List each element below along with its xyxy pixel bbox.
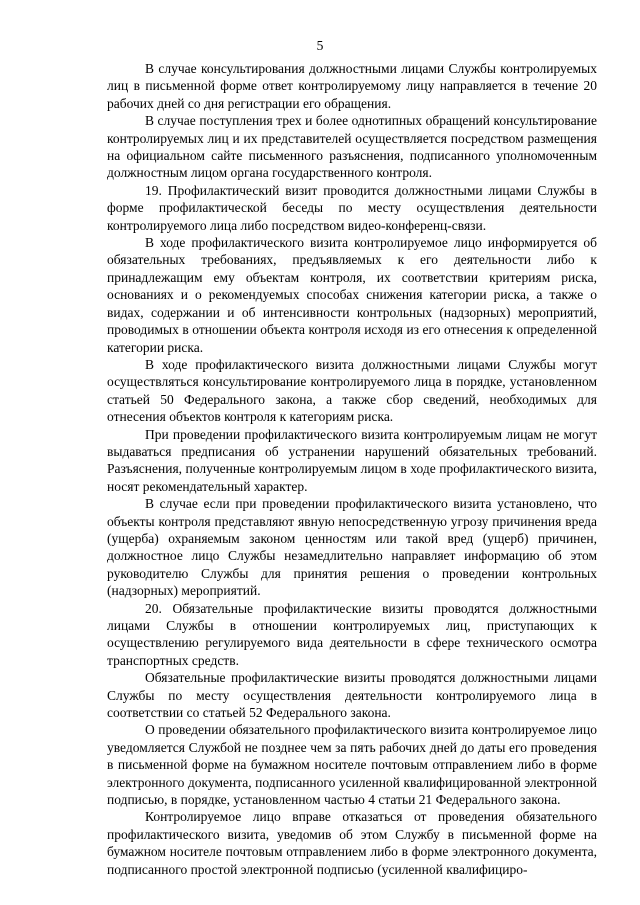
page-number: 5 — [316, 38, 324, 53]
paragraph-mandatory-visit-location: Обязательные профилактические визиты проводятся должностными лицами Службы по месту осуществления деятельности контролируемого лица в соответствии со статьей 52 Федерального закона. — [107, 670, 597, 721]
paragraph-consultation-written: В случае консультирования должностными лицами Службы контролируемых лиц в письменной форме ответ контролируемому лицу направляется в течение 20 рабочих дней со дня регистрации его обращения. — [107, 61, 597, 111]
paragraph-refusal: Контролируемое лицо вправе отказаться от проведения обязательного профилактического визита, уведомив об этом Службу в письменной форме на бумажном носителе почтовым отправлением либо в форме электронного документа, подписанного простой электронной подписью (усиленной квалифициро- — [107, 809, 597, 877]
paragraph-visit-no-orders: При проведении профилактического визита контролируемым лицам не могут выдаваться предписания об устранении нарушений обязательных требований. Разъяснения, полученные контролируемым лицом в ходе профилактического визита, носят рекомендательный характер. — [107, 426, 597, 494]
paragraph-item-19: 19. Профилактический визит проводится должностными лицами Службы в форме профилактической беседы по месту осуществления деятельности контролируемого лица либо посредством видео-конференц-связи. — [107, 182, 597, 233]
paragraph-visit-informing: В ходе профилактического визита контролируемое лицо информируется об обязательных требованиях, предъявляемых к его деятельности либо к принадлежащим ему объектам контроля, их соответствии критериям риска, основаниях и о рекомендуемых способах снижения категории риска, а также о видах, содержании и об интенсивности контрольных (надзорных) мероприятий, проводимых в отношении объекта контроля исходя из его отнесения к определенной категории риска. — [107, 235, 597, 355]
paragraph-consultation-similar-requests: В случае поступления трех и более однотипных обращений консультирование контролируемых лиц и их представителей осуществляется посредством размещения на официальном сайте письменного разъяснения, подписанного уполномоченным должностным лицом органа государственного контроля. — [107, 113, 597, 181]
document-body — [107, 60, 597, 878]
paragraph-item-20: 20. Обязательные профилактические визиты проводятся должностными лицами Службы в отношении контролируемых лиц, приступающих к осуществлению регулируемого вида деятельности в сфере технического осмотра транспортных средств. — [107, 600, 597, 668]
paragraph-mandatory-visit-notice: О проведении обязательного профилактического визита контролируемое лицо уведомляется Службой не позднее чем за пять рабочих дней до даты его проведения в письменной форме на бумажном носителе почтовым отправлением либо в форме электронного документа, подписанного усиленной квалифицированной электронной подписью, в порядке, установленном частью 4 статьи 21 Федерального закона. — [107, 722, 597, 808]
paragraph-visit-consulting: В ходе профилактического визита должностными лицами Службы могут осуществляться консультирование контролируемого лица в порядке, установленном статьей 50 Федерального закона, а также сбор сведений, необходимых для отнесения объектов контроля к категориям риска. — [107, 356, 597, 425]
paragraph-visit-threat: В случае если при проведении профилактического визита установлено, что объекты контроля представляют явную непосредственную угрозу причинения вреда (ущерба) охраняемым законом ценностям или такой вред (ущерб) причинен, должностное лицо Службы незамедлительно направляет информацию об этом руководителю Службы для принятия решения о проведении контрольных (надзорных) мероприятий. — [107, 496, 597, 599]
